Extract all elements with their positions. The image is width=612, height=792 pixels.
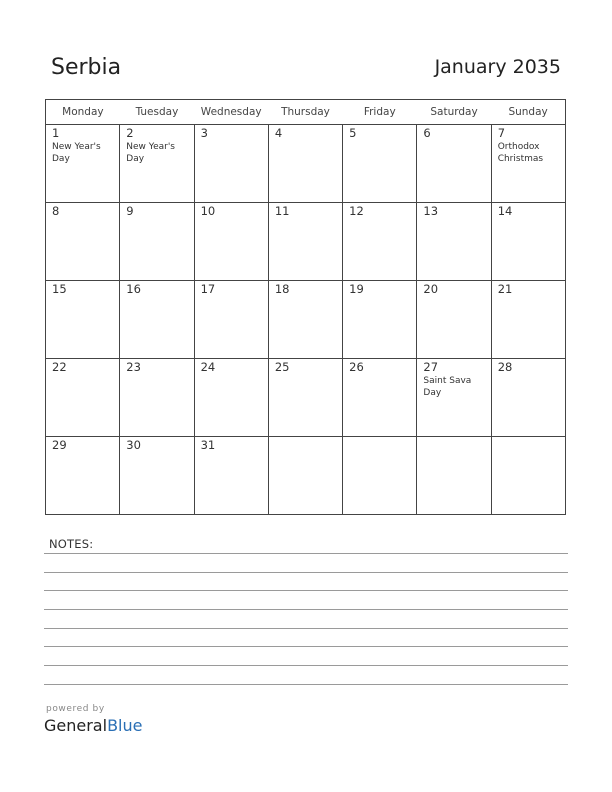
day-number: 17 <box>200 282 216 296</box>
day-cell <box>268 359 342 437</box>
day-number: 3 <box>200 126 208 140</box>
day-cell <box>120 281 194 359</box>
day-number: 12 <box>349 204 364 218</box>
day-cell <box>46 281 120 359</box>
note-line <box>44 665 568 666</box>
day-cell <box>120 437 194 515</box>
week-row-2 <box>46 203 566 281</box>
day-cell <box>491 281 565 359</box>
day-cell <box>417 281 491 359</box>
day-cell <box>268 125 342 203</box>
day-number: 2 <box>126 126 134 140</box>
day-number: 24 <box>200 360 216 374</box>
day-cell <box>417 359 491 437</box>
calendar-grid <box>45 99 566 515</box>
day-number: 13 <box>423 204 439 218</box>
note-line <box>44 553 568 554</box>
day-cell <box>194 281 268 359</box>
day-number: 6 <box>423 126 431 140</box>
holiday-label: New Year's Day <box>126 142 175 164</box>
note-line <box>44 646 568 647</box>
day-cell <box>46 125 120 203</box>
day-cell <box>194 437 268 515</box>
day-cell <box>491 359 565 437</box>
day-cell <box>268 281 342 359</box>
day-cell <box>343 359 417 437</box>
day-number: 27 <box>423 360 439 374</box>
generalblue-logo[interactable] <box>44 716 142 735</box>
note-line <box>44 628 568 629</box>
day-number: 25 <box>274 360 290 374</box>
weekday-thursday: Thursday <box>268 100 342 125</box>
day-cell <box>491 125 565 203</box>
day-number: 21 <box>497 282 513 296</box>
note-line <box>44 609 568 610</box>
day-cell <box>343 437 417 515</box>
brand-blue: Blue <box>107 716 143 735</box>
brand-general: General <box>44 716 108 735</box>
day-number: 30 <box>126 438 141 452</box>
weekday-friday: Friday <box>343 100 417 125</box>
day-cell <box>417 437 491 515</box>
day-cell <box>120 203 194 281</box>
day-cell <box>46 437 120 515</box>
week-row-3 <box>46 281 566 359</box>
day-number: 26 <box>349 360 364 374</box>
day-cell <box>120 125 194 203</box>
day-number: 9 <box>126 204 134 218</box>
weekday-sunday: Sunday <box>491 100 565 125</box>
note-line <box>44 572 568 573</box>
day-number: 5 <box>349 126 357 140</box>
day-number: 15 <box>52 282 67 296</box>
day-cell <box>120 359 194 437</box>
holiday-label: Orthodox Christmas <box>497 142 544 164</box>
country-title: Serbia <box>51 55 122 80</box>
day-number: 7 <box>497 126 506 140</box>
day-number: 1 <box>52 126 60 140</box>
note-line <box>44 590 568 591</box>
day-cell <box>46 359 120 437</box>
day-cell <box>194 203 268 281</box>
day-cell <box>343 203 417 281</box>
weekday-wednesday: Wednesday <box>194 100 268 125</box>
day-cell <box>417 203 491 281</box>
day-number: 8 <box>52 204 60 218</box>
day-cell <box>417 125 491 203</box>
week-row-1 <box>46 125 566 203</box>
powered-by-text: powered by <box>46 704 105 714</box>
day-cell <box>268 203 342 281</box>
day-cell <box>343 125 417 203</box>
day-number: 20 <box>423 282 439 296</box>
day-cell <box>491 437 565 515</box>
holiday-label: Saint Sava Day <box>423 376 472 398</box>
weekday-saturday: Saturday <box>417 100 491 125</box>
day-cell <box>268 437 342 515</box>
day-number: 31 <box>200 438 216 452</box>
note-line <box>44 684 568 685</box>
day-number: 16 <box>126 282 141 296</box>
weekday-monday: Monday <box>46 100 120 125</box>
month-year-title: January 2035 <box>434 56 561 78</box>
day-number: 22 <box>52 360 67 374</box>
notes-label: NOTES: <box>49 537 94 551</box>
week-row-4 <box>46 359 566 437</box>
day-number: 18 <box>274 282 290 296</box>
holiday-label: New Year's Day <box>52 142 101 164</box>
day-number: 11 <box>274 204 290 218</box>
day-cell <box>343 281 417 359</box>
week-row-5 <box>46 437 566 515</box>
day-cell <box>194 359 268 437</box>
day-number: 14 <box>497 204 513 218</box>
day-number: 23 <box>126 360 141 374</box>
day-number: 28 <box>497 360 513 374</box>
day-cell <box>491 203 565 281</box>
day-number: 29 <box>52 438 67 452</box>
day-cell <box>194 125 268 203</box>
day-number: 10 <box>200 204 216 218</box>
day-number: 19 <box>349 282 364 296</box>
day-number: 4 <box>274 126 283 140</box>
weekday-tuesday: Tuesday <box>120 100 194 125</box>
weekday-header-row <box>46 100 566 125</box>
day-cell <box>46 203 120 281</box>
